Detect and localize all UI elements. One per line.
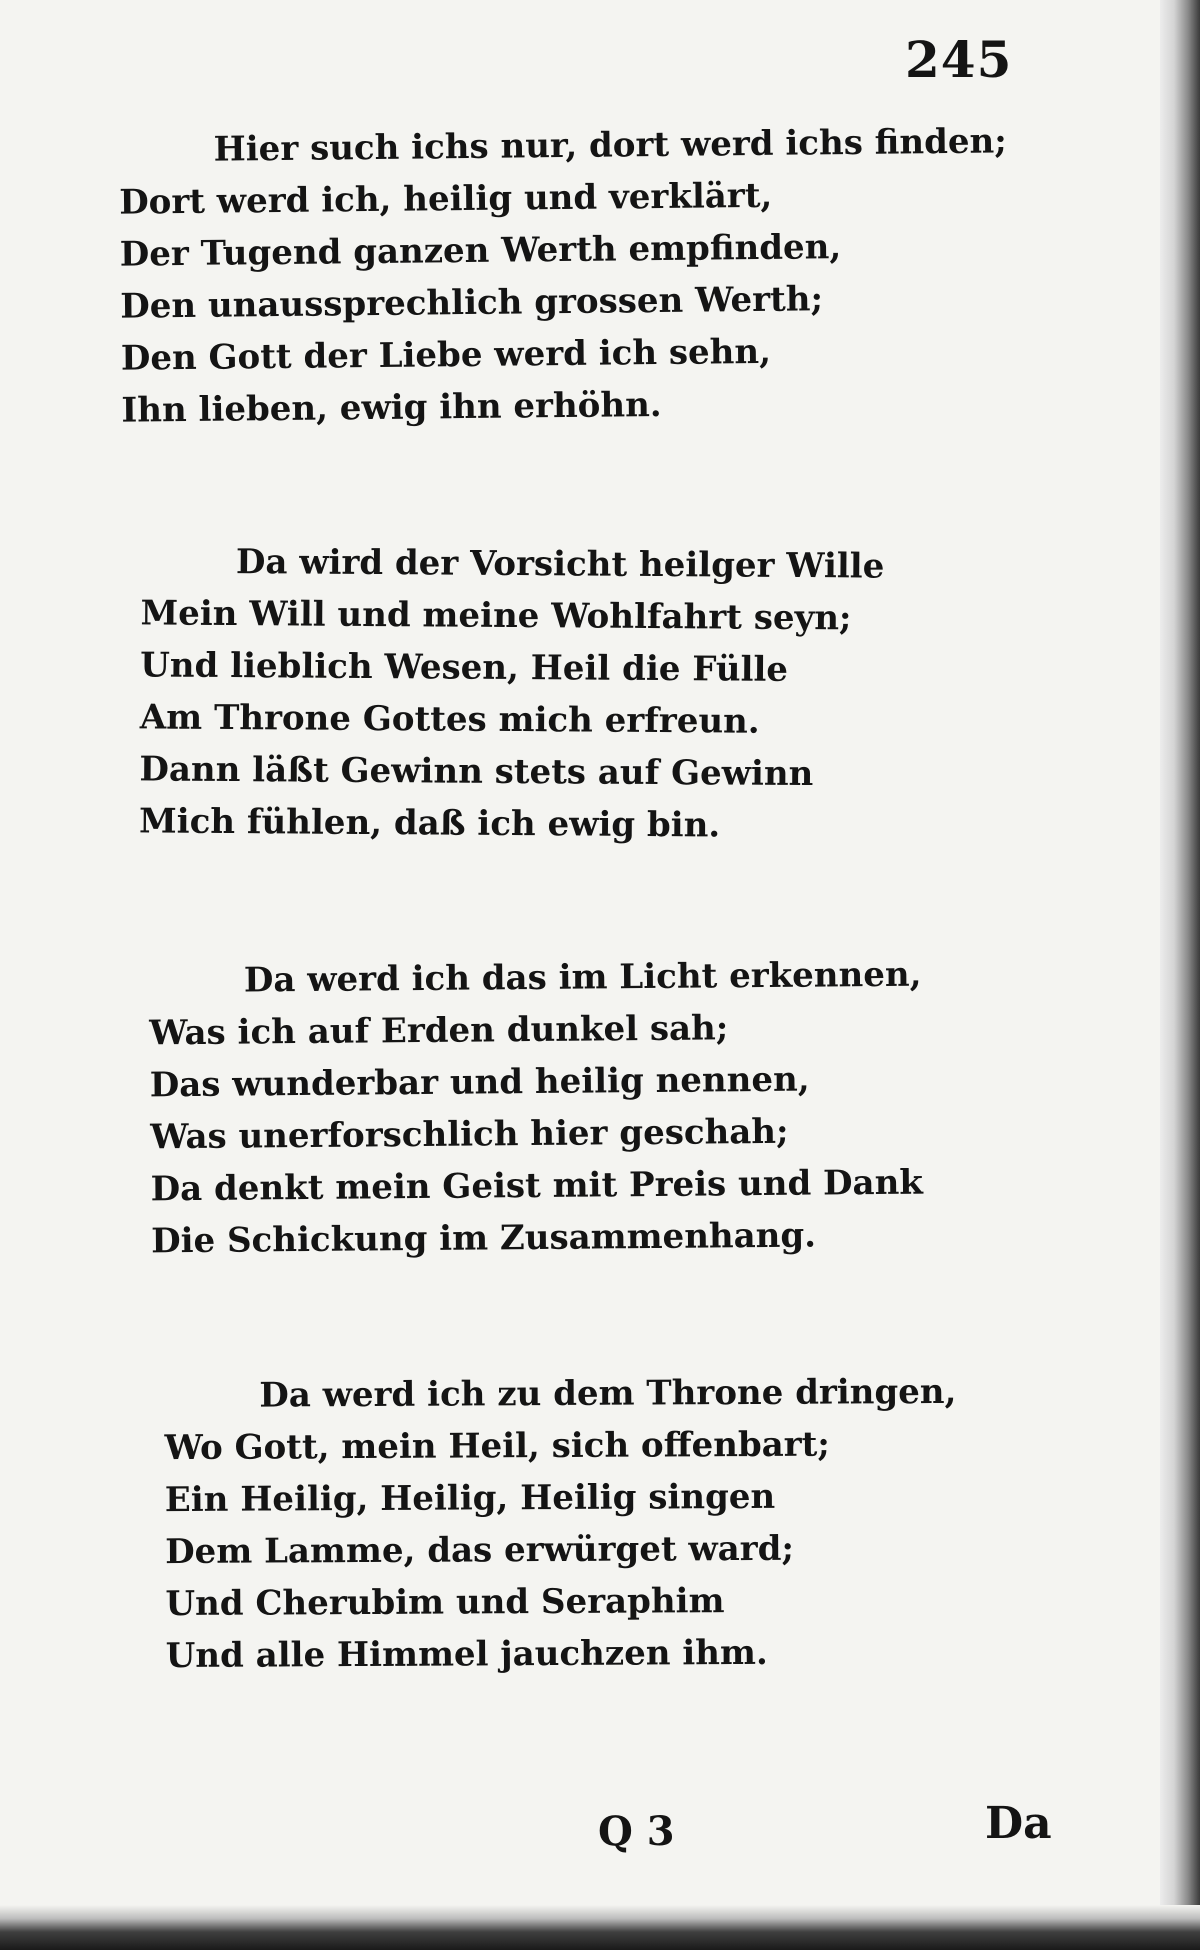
stanza-2 — [139, 535, 885, 852]
verse-line: Ihn lieben, ewig ihn erhöhn. — [121, 384, 662, 431]
verse-line: Und lieblich Wesen, Heil die Fülle — [140, 645, 789, 690]
verse-line: Das wunderbar und heilig nennen, — [149, 1059, 810, 1106]
signature-mark: Q 3 — [598, 1808, 675, 1855]
verse-line: Der Tugend ganzen Werth empfinden, — [119, 227, 842, 275]
verse-line: Da werd ich zu dem Throne dringen, — [259, 1371, 957, 1416]
stanza-3 — [149, 949, 924, 1268]
verse-line: Da denkt mein Geist mit Preis und Dank — [150, 1162, 924, 1210]
verse-line: Was unerforschlich hier geschah; — [150, 1111, 789, 1158]
verse-line: Da werd ich das im Licht erkennen, — [243, 954, 922, 1001]
verse-line: Am Throne Gottes mich erfreun. — [139, 697, 760, 742]
verse-line: Und Cherubim und Seraphim — [165, 1581, 725, 1625]
verse-line: Den Gott der Liebe werd ich sehn, — [120, 331, 772, 379]
verse-line: Wo Gott, mein Heil, sich offenbart; — [164, 1424, 830, 1469]
verse-line: Dem Lamme, das erwürget ward; — [165, 1528, 795, 1573]
verse-line: Da wird der Vorsicht heilger Wille — [235, 542, 885, 587]
verse-line: Mein Will und meine Wohlfahrt seyn; — [140, 593, 852, 639]
verse-line: Ein Heilig, Heilig, Heilig singen — [164, 1476, 776, 1521]
verse-line: Dann läßt Gewinn stets auf Gewinn — [139, 749, 814, 795]
verse-line: Was ich auf Erden dunkel sah; — [149, 1008, 729, 1054]
page-bottom-shadow — [0, 1905, 1200, 1950]
verse-line: Hier such ichs nur, dort werd ichs finden; — [213, 121, 1008, 170]
stanza-4 — [164, 1366, 958, 1682]
verse-line: Die Schickung im Zusammenhang. — [150, 1215, 817, 1262]
page-number: 245 — [905, 30, 1013, 89]
stanza-1 — [118, 115, 1009, 436]
verse-line: Und alle Himmel jauchzen ihm. — [165, 1632, 768, 1677]
verse-line: Den unaussprechlich grossen Werth; — [120, 279, 824, 327]
page-edge-shadow — [1160, 0, 1200, 1950]
verse-line: Dort werd ich, heilig und verklärt, — [118, 175, 773, 223]
catchword: Da — [985, 1798, 1052, 1849]
verse-line: Mich fühlen, daß ich ewig bin. — [138, 801, 721, 846]
